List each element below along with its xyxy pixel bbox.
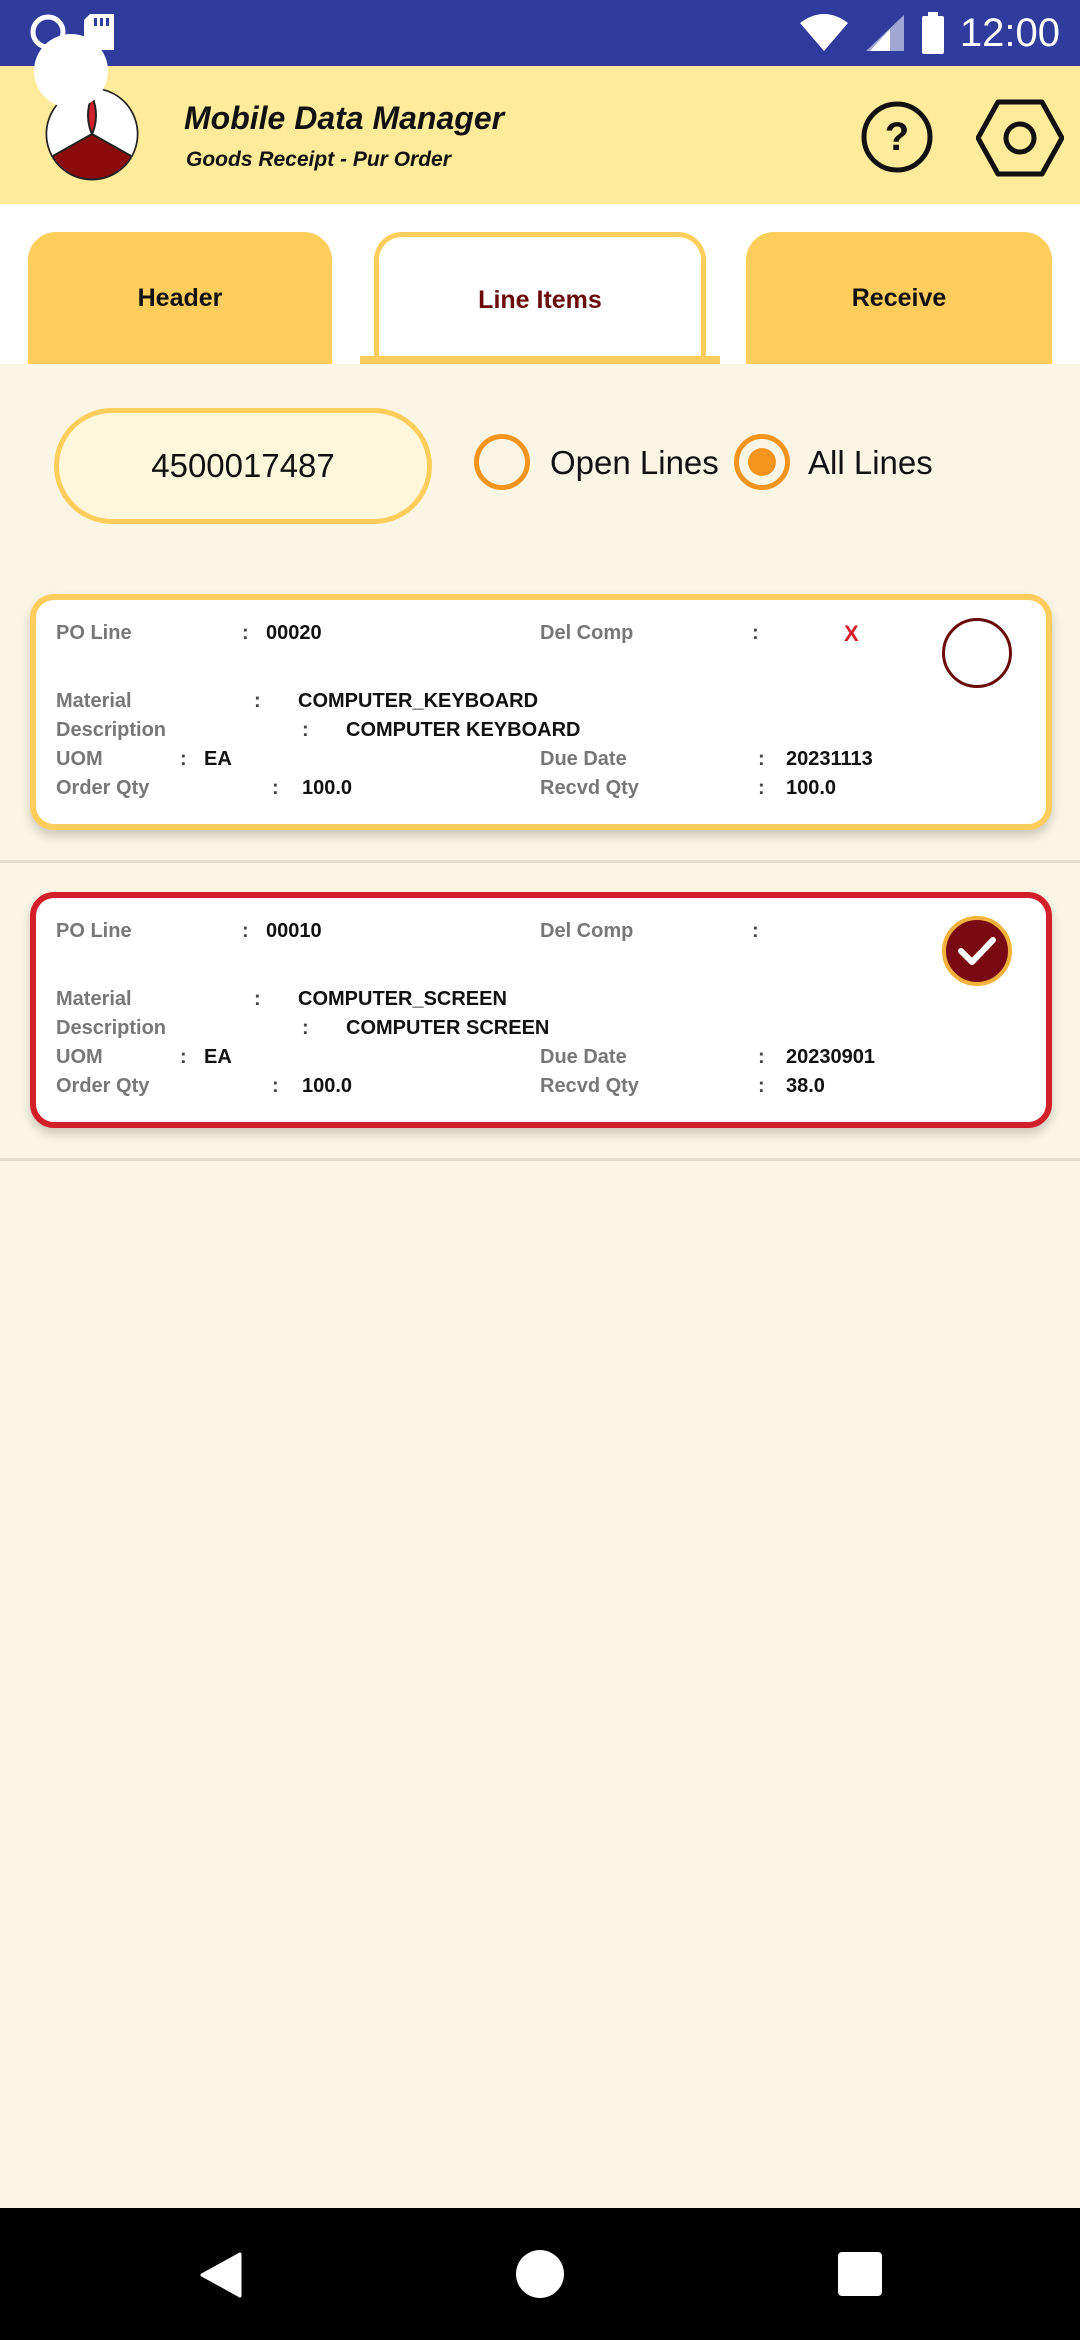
order-qty-value: 100.0 <box>302 1075 353 1097</box>
description-value: COMPUTER SCREEN <box>346 1017 550 1039</box>
order-qty-value: 100.0 <box>302 777 353 799</box>
tab-receive[interactable]: Receive <box>746 232 1052 364</box>
divider <box>0 1158 1080 1161</box>
colon: : <box>302 1017 309 1039</box>
open-lines-radio[interactable] <box>474 434 530 490</box>
uom-value: EA <box>204 1046 232 1068</box>
material-value: COMPUTER_KEYBOARD <box>298 690 539 712</box>
recvd-qty-value: 100.0 <box>786 777 837 799</box>
recvd-qty-value: 38.0 <box>786 1075 825 1097</box>
po-line-value: 00010 <box>266 920 322 942</box>
app-subtitle: Goods Receipt - Pur Order <box>186 148 451 171</box>
del-comp-label: Del Comp <box>540 920 634 942</box>
material-value: COMPUTER_SCREEN <box>298 988 507 1010</box>
po-line-label: PO Line <box>56 622 132 644</box>
del-comp-label: Del Comp <box>540 622 634 644</box>
due-date-value: 20231113 <box>786 748 873 770</box>
select-line-checkbox[interactable] <box>942 916 1012 986</box>
description-value: COMPUTER KEYBOARD <box>346 719 581 741</box>
order-qty-label: Order Qty <box>56 777 150 799</box>
colon: : <box>242 622 249 644</box>
colon: : <box>180 1046 187 1068</box>
all-lines-radio[interactable] <box>734 434 790 490</box>
order-qty-label: Order Qty <box>56 1075 150 1097</box>
tab-bar <box>0 204 1080 364</box>
recent-apps-icon[interactable] <box>838 2252 882 2296</box>
back-icon[interactable] <box>198 2252 242 2298</box>
app-title: Mobile Data Manager <box>184 100 505 136</box>
due-date-label: Due Date <box>540 1046 627 1068</box>
tab-line-items[interactable]: Line Items <box>374 232 706 364</box>
po-line-label: PO Line <box>56 920 132 942</box>
recvd-qty-label: Recvd Qty <box>540 1075 639 1097</box>
due-date-value: 20230901 <box>786 1046 875 1068</box>
colon: : <box>758 777 765 799</box>
recvd-qty-label: Recvd Qty <box>540 777 639 799</box>
po-line-value: 00020 <box>266 622 322 644</box>
uom-value: EA <box>204 748 232 770</box>
uom-label: UOM <box>56 748 103 770</box>
description-label: Description <box>56 719 167 741</box>
colon: : <box>272 777 279 799</box>
colon: : <box>302 719 309 741</box>
line-item-card[interactable] <box>30 892 1052 1128</box>
colon: : <box>180 748 187 770</box>
navigation-bar <box>0 2208 1080 2340</box>
tab-header[interactable]: Header <box>28 232 332 364</box>
check-icon <box>957 935 997 967</box>
wifi-icon <box>798 13 850 53</box>
colon: : <box>254 988 261 1010</box>
battery-icon <box>920 12 946 54</box>
floating-touch-indicator <box>34 34 108 108</box>
uom-label: UOM <box>56 1046 103 1068</box>
all-lines-label[interactable]: All Lines <box>808 444 933 481</box>
divider <box>0 860 1080 863</box>
home-icon[interactable] <box>516 2250 564 2298</box>
due-date-label: Due Date <box>540 748 627 770</box>
open-lines-label[interactable]: Open Lines <box>550 444 719 481</box>
app-bar <box>0 66 1080 204</box>
colon: : <box>758 1075 765 1097</box>
line-item-card[interactable] <box>30 594 1052 830</box>
active-tab-indicator <box>360 356 720 364</box>
colon: : <box>758 748 765 770</box>
po-number-field[interactable]: 4500017487 <box>54 408 432 524</box>
material-label: Material <box>56 690 132 712</box>
settings-icon[interactable] <box>976 96 1064 180</box>
colon: : <box>752 920 759 942</box>
material-label: Material <box>56 988 132 1010</box>
del-comp-value: X <box>844 621 859 646</box>
colon: : <box>254 690 261 712</box>
colon: : <box>752 622 759 644</box>
status-time: 12:00 <box>959 10 1060 55</box>
colon: : <box>758 1046 765 1068</box>
description-label: Description <box>56 1017 167 1039</box>
content-area <box>0 204 1080 2208</box>
colon: : <box>272 1075 279 1097</box>
svg-text:?: ? <box>884 115 910 159</box>
select-line-checkbox[interactable] <box>942 618 1012 688</box>
help-icon[interactable] <box>860 100 974 174</box>
status-bar <box>0 0 1080 66</box>
signal-icon <box>864 13 906 53</box>
colon: : <box>242 920 249 942</box>
